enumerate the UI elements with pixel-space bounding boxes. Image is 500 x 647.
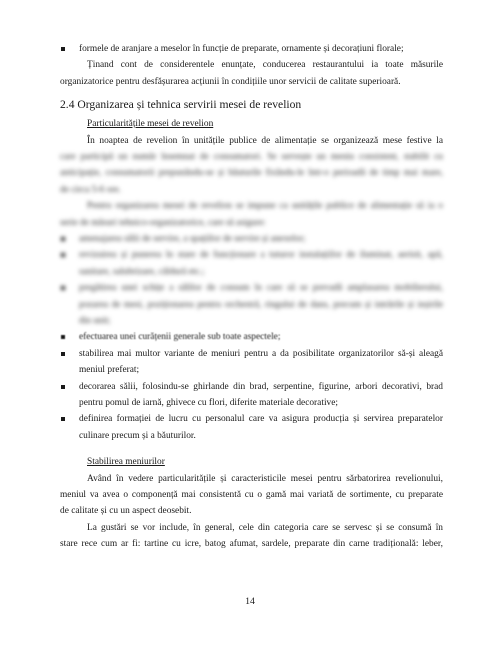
bullet-continuation: meniul preferat; [79, 365, 140, 376]
blurred-bullet: revizuirea și punerea în stare de funcționare a tuturor instalațiilor de iluminat, aerisit, apă, [60, 247, 443, 263]
bullet-item: definirea formației de lucru cu personalul care va asigura producția și servirea preparatelor [60, 411, 443, 427]
bullet-item: stabilirea mai multor variante de meniuri pentru a da posibilitate organizatorilor să-și aleagă [60, 346, 443, 362]
intro-paragraph-line: Ținand cont de considerentele enunțate, conducerea restaurantului ia toate măsurile [87, 60, 443, 71]
page-number: 14 [245, 596, 255, 607]
blurred-line: Pentru organizarea mesei de revelion se impune ca unitățile publice de alimentație să ia o [87, 201, 443, 212]
blurred-line: care participă un număr însemnat de consumatori. Se servește un meniu consistent, stabilit cu [60, 152, 443, 162]
blurred-line: de circa 5-6 ore. [60, 184, 121, 195]
subheading-text: Stabilirea meniurilor [87, 457, 165, 468]
bullet-continuation: culinare precum și a băuturilor. [79, 430, 196, 441]
blurred-bullet: amenajarea sălii de servire, a spațiilor de servire și anexelor; [60, 231, 443, 247]
paragraph-line: stare rece cum ar fi: tartine cu icre, batog afumat, sardele, preparate din carne tradițională: leber, [60, 539, 443, 550]
blurred-line: din unit; [79, 315, 111, 326]
bullet-item: formele de aranjare a meselor în funcție de preparate, ornamente și decorațiuni florale; [60, 41, 443, 57]
paragraph-line: La gustări se vor include, în general, cele din categoria care se servesc și se consumă în [87, 522, 443, 533]
top-section [60, 41, 443, 553]
blurred-line: serie de măsuri tehnico-organizatorice, care să asigure: [60, 217, 266, 228]
blurred-line: anticipație, consumatorii prepunându-se și băuturile fixându-le într-o perioadă de timp mai mare, [60, 168, 443, 179]
intro-paragraph-line: organizatorice pentru desfășurarea acțiunii în condițiile unor servicii de calitate superioară. [60, 76, 401, 87]
paragraph-line: Având în vedere particularitățile și caracteristicile mesei pentru sărbatorirea revelionului, [87, 473, 443, 484]
blurred-bullet: pregătirea unei schițe a sălilor de consum în care să se prevadă amplasarea mobilierului, [60, 280, 443, 296]
paragraph-line: meniul va avea o componență mai consistentă cu o gamă mai variată de sortimente, cu preparate [60, 489, 443, 500]
bullet-item: decorarea sălii, folosindu-se ghirlande din brad, serpentine, figurine, arbori decorativi, brad [60, 379, 443, 395]
subheading-text: Particularitățile mesei de revelion [87, 119, 214, 130]
bullet-continuation: pentru pomul de iarnă, ghivece cu flori, diferite materiale decorative; [79, 397, 338, 408]
section-heading: 2.4 Organizarea și tehnica servirii mesei de revelion [60, 98, 302, 112]
paragraph-line: de calitate și cu un aspect deosebit. [60, 506, 192, 517]
blurred-line: sanitare, salubrizare, căldură etc.; [79, 266, 205, 277]
paragraph-line: În noaptea de revelion în unitățile publice de alimentație se organizează mese festive la [87, 135, 443, 146]
subheading-menus [60, 454, 443, 470]
subheading-particularities [60, 116, 443, 132]
bullet-item: efectuarea unei curățenii generale sub toate aspectele; [60, 329, 443, 345]
blurred-text-region [60, 149, 443, 329]
blurred-line: pozarea de mesi, poziționarea pentru orchestră, ringului de dans, precum și intrările și ieșirile [79, 299, 443, 310]
